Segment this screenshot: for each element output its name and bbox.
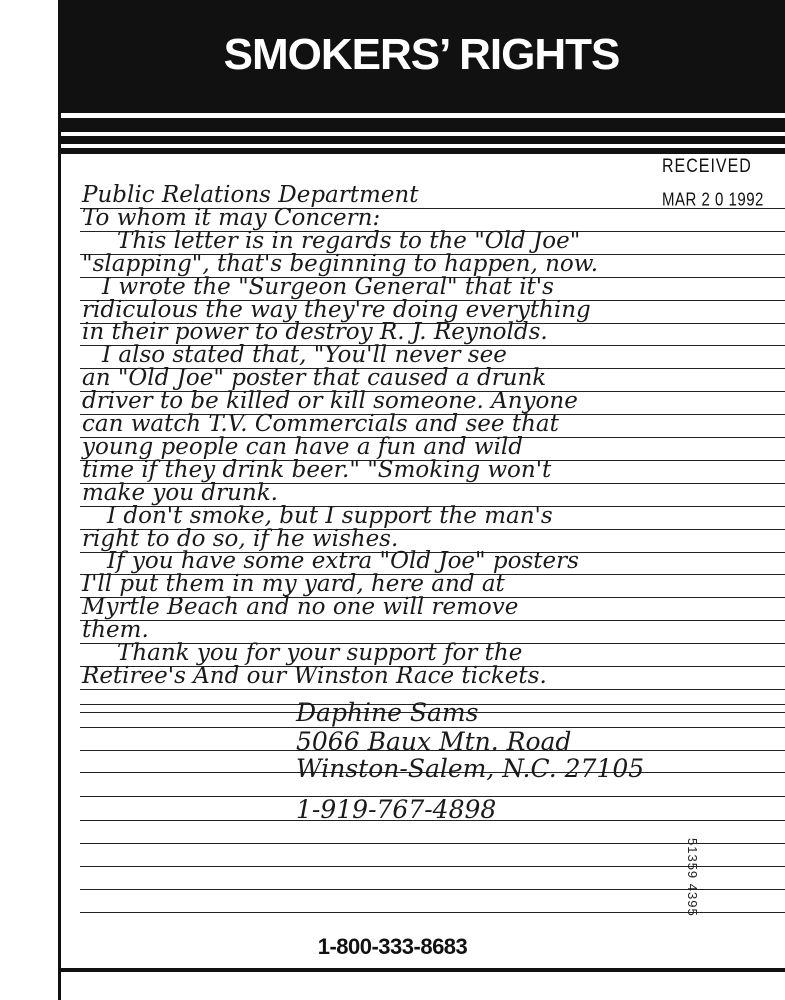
letter-line: Public Relations Department — [82, 182, 419, 208]
signature-street: 5066 Baux Mtn. Road — [296, 727, 572, 756]
letter-line: time if they drink beer." "Smoking won't — [82, 456, 552, 483]
letter-line: I wrote the "Surgeon General" that it's — [102, 273, 554, 300]
letter-line: I'll put them in my yard, here and at — [82, 571, 505, 598]
signature-city: Winston-Salem, N.C. 27105 — [296, 754, 645, 783]
received-label: RECEIVED — [662, 156, 752, 177]
letter-line: them. — [82, 617, 149, 644]
letter-line: If you have some extra "Old Joe" posters — [107, 548, 579, 575]
letter-line: I don't smoke, but I support the man's — [107, 502, 553, 529]
letter-line: To whom it may Concern: — [82, 204, 381, 231]
letter-line: make you drunk. — [82, 479, 278, 506]
letter-line: driver to be killed or kill someone. Anyone — [82, 388, 578, 415]
ruled-line — [80, 689, 785, 690]
letter-line: I also stated that, "You'll never see — [102, 342, 507, 369]
header-stripe — [58, 118, 785, 132]
bottom-rule — [58, 968, 785, 972]
signature-name: Daphine Sams — [296, 698, 479, 727]
signature-phone: 1-919-767-4898 — [296, 795, 497, 824]
letter-line: This letter is in regards to the "Old Joe" — [117, 227, 581, 254]
header-stripe — [58, 136, 785, 144]
letter-line: Myrtle Beach and no one will remove — [82, 594, 519, 621]
letter-line: Thank you for your support for the — [117, 640, 523, 666]
toll-free-number: 1-800-333-8683 — [317, 934, 468, 959]
letter-line: Retiree's And our Winston Race tickets. — [82, 662, 547, 689]
letter-line: "slapping", that's beginning to happen, now. — [82, 250, 599, 277]
received-date: MAR 2 0 1992 — [662, 189, 764, 211]
letter-line: an "Old Joe" poster that caused a drunk — [82, 365, 547, 392]
letter-line: can watch T.V. Commercials and see that — [82, 411, 559, 437]
letter-line: right to do so, if he wishes. — [82, 525, 399, 552]
letter-line: in their power to destroy R. J. Reynolds. — [82, 319, 548, 346]
header-stripe — [58, 148, 785, 154]
letterhead-title: SMOKERS’ RIGHTS — [223, 30, 620, 79]
document-code: 51359 4395 — [685, 838, 700, 917]
letter-line: ridiculous the way they're doing everything — [82, 296, 591, 323]
letter-line: young people can have a fun and wild — [82, 433, 523, 460]
